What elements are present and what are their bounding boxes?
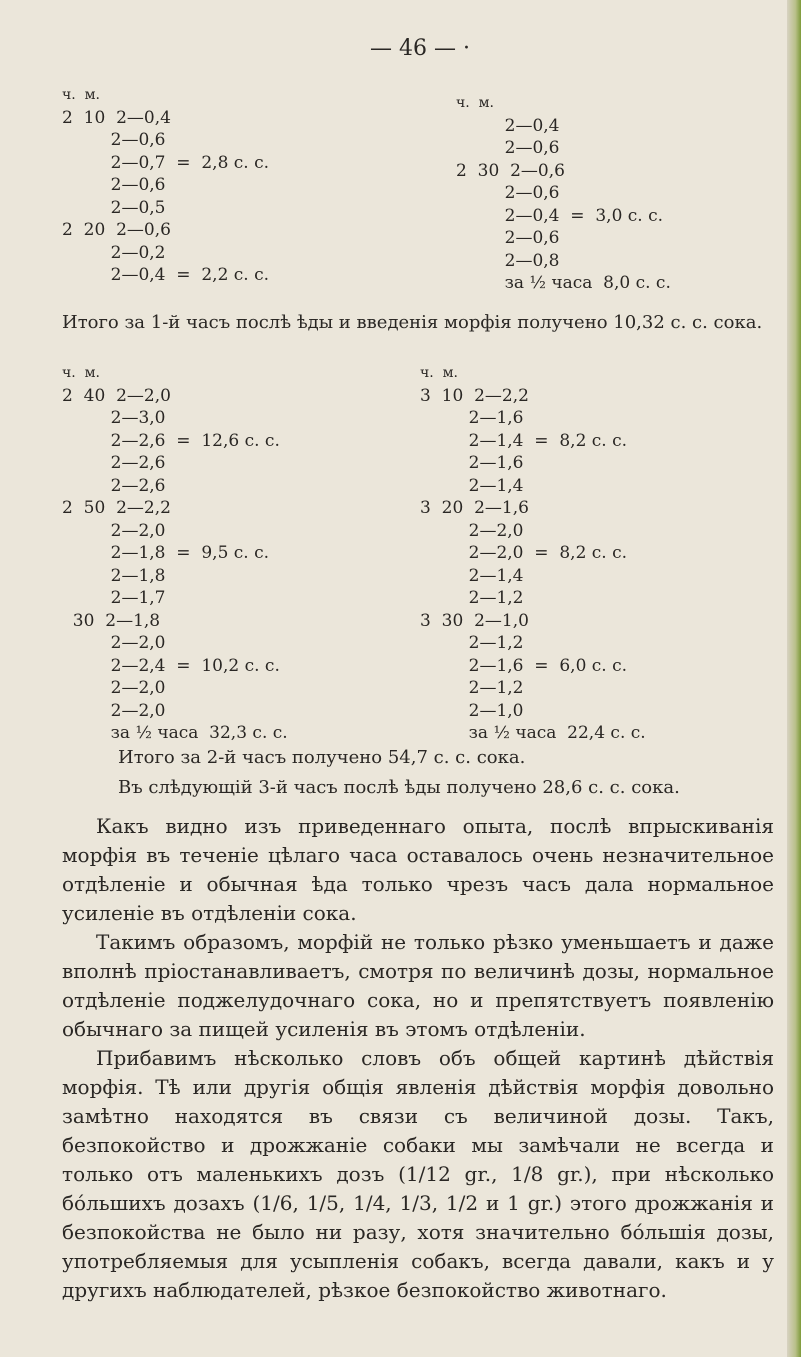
body-text [62,812,774,1305]
table-row: 2—1,2 [420,678,524,698]
table-row: 2—1,6 [420,408,524,428]
table-row: 2—2,6 [62,475,166,496]
table-row: 2 30 2—0,6 [456,160,565,181]
table1-left-column [62,84,269,287]
table-row: 2—1,4 [420,475,524,496]
table-row: 2—2,0 [62,520,166,541]
paragraph-3: Прибавимъ нѣсколько словъ объ общей картинѣ дѣйствія морфія. Тѣ или другія общія явленія дѣйствія морфія довольно замѣтно находятся въ связи съ величиной дозы. Такъ, безпокойство и дрожжаніе собаки мы замѣчали не всегда и только отъ маленькихъ дозъ (1/12 gr., 1/8 gr.), при нѣсколько бо́льшихъ дозахъ (1/6, 1/5, 1/4, 1/3, 1/2 и 1 gr.) этого дрожжанія и безпокойства не было ни разу, хотя значительно бо́льшія дозы, употребляемыя для усыпленія собакъ, всегда давали, какъ и у другихъ наблюдателей, рѣзкое безпокойство животнаго. [62,1046,774,1302]
table2-left-column [62,362,288,745]
table-row: за ½ часа 32,3 с. с. [62,723,288,743]
table-row: 2—2,0 [62,678,166,698]
table-row: 2—1,8 [62,565,166,586]
table-row: 2—1,4 [420,565,524,586]
table-row: ч. м. [62,87,100,103]
table-row: 2—1,2 [420,633,524,653]
table-row: за ½ часа 8,0 с. с. [456,273,671,293]
table-row: 2—1,2 [420,588,524,608]
table-row: 2 40 2—2,0 [62,385,171,406]
table-row: 2—0,4 = 3,0 с. с. [456,205,664,226]
table-row: ч. м. [62,365,100,381]
table-row: 2—0,4 = 2,2 с. с. [62,265,270,285]
table-row: ч. м. [420,365,458,381]
table-row: 2—0,5 [62,197,166,218]
table-row: 2—2,0 [62,633,166,653]
page-number: — 46 — · [370,36,470,61]
table-row: 3 20 2—1,6 [420,498,529,518]
total-first-hour: Итого за 1-й часъ послѣ ѣды и введенія морфія получено 10,32 с. с. сока. [62,312,763,333]
table-row: 2—1,4 = 8,2 с. с. [420,430,628,451]
table-row: 2—1,8 = 9,5 с. с. [62,543,270,563]
table-row: 2—2,0 [420,520,524,541]
table-row: 2—2,0 = 8,2 с. с. [420,543,628,563]
table-row: ч. м. [456,95,494,111]
table-row: 2—0,6 [456,183,560,203]
table-row: за ½ часа 22,4 с. с. [420,723,646,743]
table-row: 2 10 2—0,4 [62,107,171,128]
table-row: 2 20 2—0,6 [62,220,171,240]
page-edge-decoration [787,0,801,1357]
table-row: 3 10 2—2,2 [420,385,529,406]
table1-right-column [456,92,671,295]
paragraph-1: Какъ видно изъ приведеннаго опыта, послѣ впрыскиванія морфія въ теченіе цѣлаго часа оставалось очень незначительное отдѣленіе и обычная ѣда только чрезъ часъ дала нормальное усиленіе въ отдѣленіи сока. [62,814,774,925]
table-row: 2—3,0 [62,408,166,428]
table-row: 2—1,6 [420,453,524,473]
table-row: 2—1,0 [420,700,524,721]
total-third-hour: Въ слѣдующій 3-й часъ послѣ ѣды получено 28,6 с. с. сока. [118,777,680,798]
table-row: 2—0,6 [62,175,166,195]
table-row: 2—0,6 [456,228,560,248]
table-row: 30 2—1,8 [62,610,161,631]
table-row: 2 50 2—2,2 [62,498,171,518]
table-row: 2—0,2 [62,242,166,263]
table-row: 2—0,4 [456,115,560,136]
table-row: 2—2,6 = 12,6 с. с. [62,430,280,451]
table-row: 2—0,8 [456,250,560,271]
table2-right-column [420,362,646,745]
total-second-hour: Итого за 2-й часъ получено 54,7 с. с. сока. [118,747,526,768]
paragraph-2: Такимъ образомъ, морфій не только рѣзко уменьшаетъ и даже вполнѣ пріостанавливаетъ, смотря по величинѣ дозы, нормальное отдѣленіе поджелудочнаго сока, но и препятствуетъ появленію обычнаго за пищей усиленія въ этомъ отдѣленіи. [62,930,774,1041]
table-row: 2—2,0 [62,700,166,721]
table-row: 2—0,6 [62,130,166,150]
table-row: 2—2,4 = 10,2 с. с. [62,655,280,676]
table-row: 2—1,7 [62,588,166,608]
table-row: 2—0,6 [456,138,560,158]
table-row: 3 30 2—1,0 [420,610,529,631]
table-row: 2—0,7 = 2,8 с. с. [62,152,270,173]
table-row: 2—1,6 = 6,0 с. с. [420,655,628,676]
table-row: 2—2,6 [62,453,166,473]
